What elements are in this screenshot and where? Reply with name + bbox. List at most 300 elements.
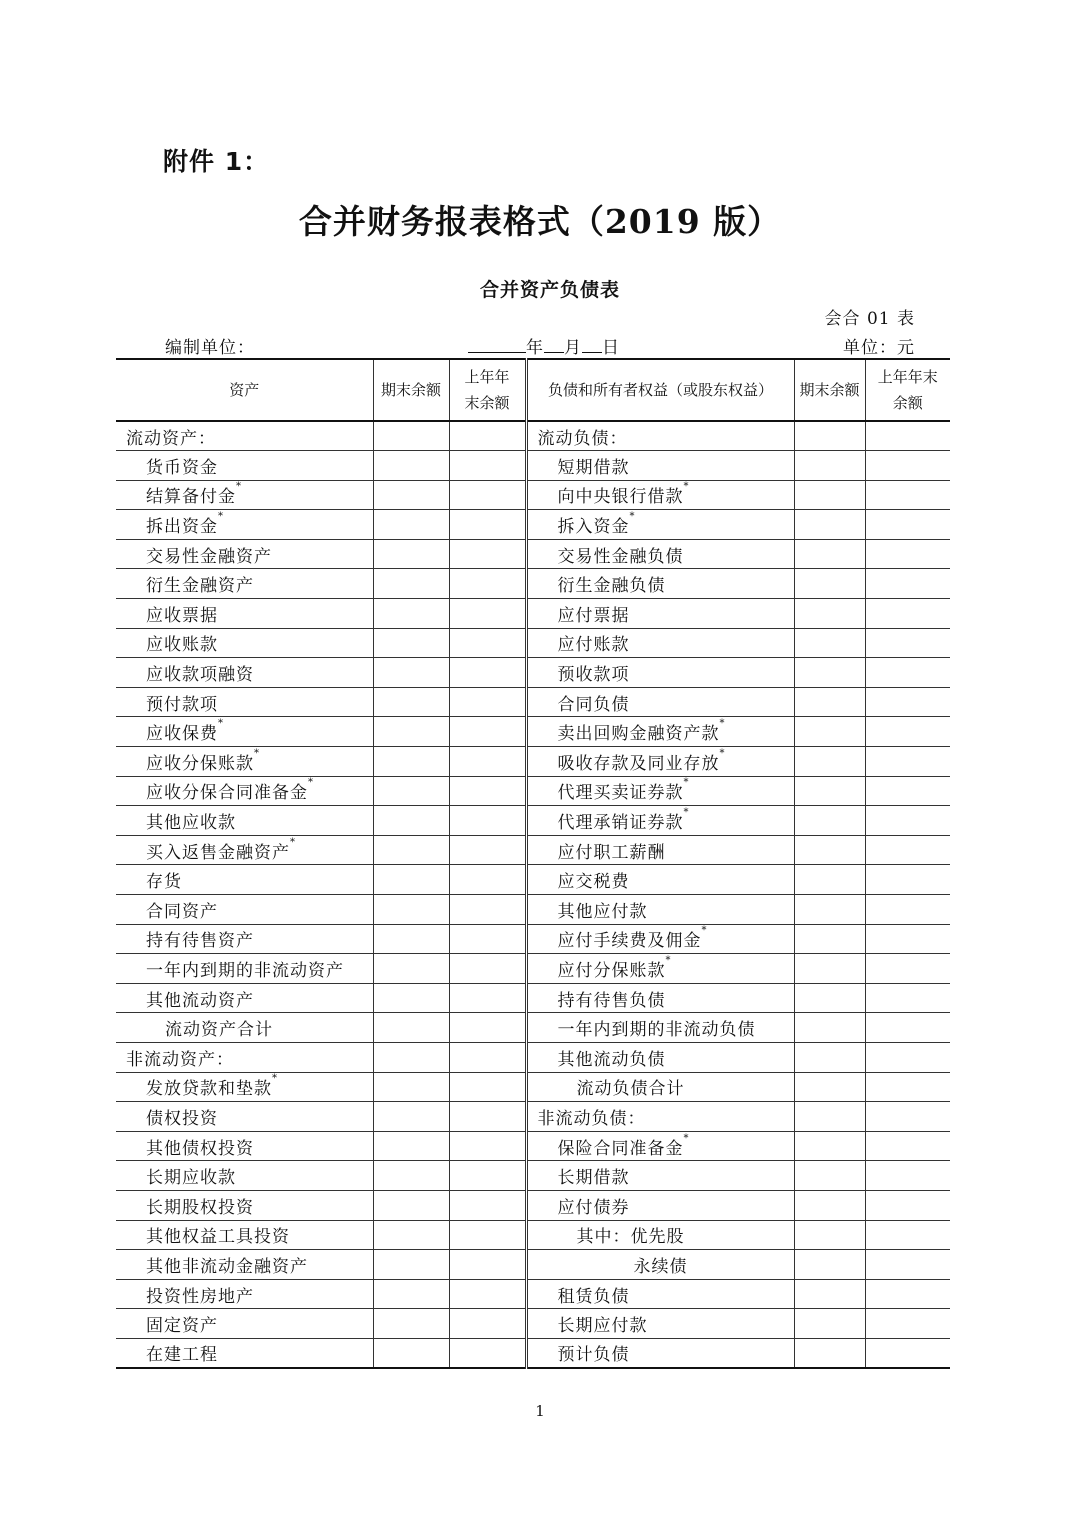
left-item-text: 衍生金融资产 [146, 576, 254, 597]
right-item-footnote-mark: * [719, 718, 726, 730]
liability-prior-year-cell[interactable] [865, 1013, 950, 1043]
liability-period-end-cell[interactable] [794, 1190, 865, 1220]
left-item-footnote-mark: * [308, 777, 314, 789]
asset-prior-year-cell[interactable] [449, 1072, 526, 1102]
right-item-text: 卖出回购金融资产款 [557, 724, 720, 745]
table-row [116, 776, 950, 806]
asset-period-end-cell[interactable] [373, 865, 449, 895]
unit-label: 单位：元 [843, 338, 915, 358]
liability-prior-year-cell[interactable] [865, 1072, 950, 1102]
table-row [116, 1131, 950, 1161]
right-item-label [526, 1309, 794, 1339]
asset-period-end-cell[interactable] [373, 835, 449, 865]
liability-period-end-cell[interactable] [794, 480, 865, 510]
right-item-label [526, 924, 794, 954]
asset-period-end-cell[interactable] [373, 451, 449, 481]
table-row [116, 1220, 950, 1250]
left-item-label [116, 480, 373, 510]
asset-prior-year-cell[interactable] [449, 865, 526, 895]
right-item-label [526, 1131, 794, 1161]
asset-prior-year-cell[interactable] [449, 1220, 526, 1250]
table-row [116, 1250, 950, 1280]
left-item-label [116, 806, 373, 836]
asset-period-end-cell[interactable] [373, 1042, 449, 1072]
asset-prior-year-cell[interactable] [449, 628, 526, 658]
liability-period-end-cell[interactable] [794, 1131, 865, 1161]
liability-prior-year-cell[interactable] [865, 687, 950, 717]
liability-period-end-cell[interactable] [794, 1309, 865, 1339]
liability-period-end-cell[interactable] [794, 1102, 865, 1132]
left-item-label [116, 747, 373, 777]
day-label: 日 [602, 338, 620, 358]
asset-prior-year-cell[interactable] [449, 1338, 526, 1368]
prepared-by-label: 编制单位： [165, 338, 255, 358]
right-item-text: 非流动负债： [537, 1108, 646, 1129]
asset-prior-year-cell[interactable] [449, 1102, 526, 1132]
asset-prior-year-cell[interactable] [449, 569, 526, 599]
liability-prior-year-cell[interactable] [865, 924, 950, 954]
asset-period-end-cell[interactable] [373, 539, 449, 569]
left-item-label [116, 628, 373, 658]
annex-label: 附件 1： [163, 147, 270, 176]
left-item-text: 在建工程 [146, 1345, 218, 1366]
liability-period-end-cell[interactable] [794, 421, 865, 451]
liability-prior-year-cell[interactable] [865, 421, 950, 451]
asset-prior-year-cell[interactable] [449, 1190, 526, 1220]
right-item-text: 应付分保账款 [557, 960, 666, 981]
left-item-label [116, 569, 373, 599]
right-item-text: 持有待售负债 [557, 990, 666, 1011]
left-item-label [116, 895, 373, 925]
table-row [116, 628, 950, 658]
right-item-text: 吸收存款及同业存放 [557, 753, 720, 774]
right-item-text: 交易性金融负债 [557, 546, 684, 567]
table-row [116, 569, 950, 599]
right-item-text: 租赁负债 [557, 1286, 630, 1307]
liability-period-end-cell[interactable] [794, 1220, 865, 1250]
asset-period-end-cell[interactable] [373, 924, 449, 954]
asset-prior-year-cell[interactable] [449, 510, 526, 540]
table-row [116, 451, 950, 481]
asset-period-end-cell[interactable] [373, 658, 449, 688]
left-item-text: 应收款项融资 [146, 665, 254, 686]
page-number: 1 [535, 1402, 545, 1420]
asset-prior-year-cell[interactable] [449, 1250, 526, 1280]
left-item-text: 其他流动资产 [146, 990, 254, 1011]
liability-prior-year-cell[interactable] [865, 539, 950, 569]
asset-prior-year-cell[interactable] [449, 421, 526, 451]
liability-prior-year-cell[interactable] [865, 1250, 950, 1280]
left-item-text: 一年内到期的非流动资产 [146, 960, 344, 981]
right-item-label [526, 599, 794, 629]
liability-period-end-cell[interactable] [794, 569, 865, 599]
right-item-label [526, 717, 794, 747]
liability-period-end-cell[interactable] [794, 658, 865, 688]
asset-period-end-cell[interactable] [373, 983, 449, 1013]
left-item-text: 其他非流动金融资产 [146, 1256, 308, 1277]
liability-period-end-cell[interactable] [794, 895, 865, 925]
asset-period-end-cell[interactable] [373, 1161, 449, 1191]
asset-prior-year-cell[interactable] [449, 539, 526, 569]
header-period-end-balance: 期末余额 [373, 359, 449, 421]
liability-prior-year-cell[interactable] [865, 1161, 950, 1191]
right-item-text: 其他应付款 [557, 901, 648, 922]
asset-period-end-cell[interactable] [373, 1190, 449, 1220]
left-item-footnote-mark: * [254, 747, 260, 759]
asset-prior-year-cell[interactable] [449, 1013, 526, 1043]
liability-period-end-cell[interactable] [794, 924, 865, 954]
right-item-label [526, 658, 794, 688]
table-row [116, 1013, 950, 1043]
right-item-label [526, 1042, 794, 1072]
left-item-text: 应收分保账款 [146, 753, 254, 774]
table-row [116, 1309, 950, 1339]
asset-prior-year-cell[interactable] [449, 924, 526, 954]
asset-prior-year-cell[interactable] [449, 835, 526, 865]
liability-period-end-cell[interactable] [794, 865, 865, 895]
right-item-label [526, 835, 794, 865]
liability-prior-year-cell[interactable] [865, 895, 950, 925]
left-item-label [116, 1131, 373, 1161]
asset-period-end-cell[interactable] [373, 1102, 449, 1132]
asset-prior-year-cell[interactable] [449, 658, 526, 688]
right-item-label [526, 1161, 794, 1191]
left-item-label [116, 717, 373, 747]
asset-prior-year-cell[interactable] [449, 451, 526, 481]
left-item-text: 存货 [146, 872, 182, 893]
right-item-label [526, 1013, 794, 1043]
left-item-text: 流动资产合计 [165, 1020, 273, 1041]
left-item-text: 拆出资金 [146, 517, 218, 538]
table-row [116, 480, 950, 510]
liability-period-end-cell[interactable] [794, 1279, 865, 1309]
right-item-footnote-mark: * [701, 925, 708, 937]
liability-prior-year-cell[interactable] [865, 658, 950, 688]
asset-period-end-cell[interactable] [373, 776, 449, 806]
left-item-text: 应收账款 [146, 635, 218, 656]
table-row [116, 421, 950, 451]
asset-prior-year-cell[interactable] [449, 747, 526, 777]
asset-prior-year-cell[interactable] [449, 1309, 526, 1339]
right-item-label [526, 687, 794, 717]
left-item-label [116, 687, 373, 717]
liability-period-end-cell[interactable] [794, 1338, 865, 1368]
right-item-label [526, 983, 794, 1013]
left-item-label [116, 776, 373, 806]
liability-period-end-cell[interactable] [794, 1250, 865, 1280]
asset-period-end-cell[interactable] [373, 1131, 449, 1161]
left-item-label [116, 1250, 373, 1280]
liability-prior-year-cell[interactable] [865, 451, 950, 481]
table-row [116, 658, 950, 688]
balance-sheet-table [116, 358, 950, 1369]
liability-period-end-cell[interactable] [794, 747, 865, 777]
liability-prior-year-cell[interactable] [865, 569, 950, 599]
table-title: 合并资产负债表 [479, 279, 620, 301]
left-item-label [116, 599, 373, 629]
liability-prior-year-cell[interactable] [865, 628, 950, 658]
asset-period-end-cell[interactable] [373, 954, 449, 984]
asset-period-end-cell[interactable] [373, 1279, 449, 1309]
right-item-text: 应付职工薪酬 [557, 842, 666, 863]
table-row [116, 1102, 950, 1132]
right-item-label [526, 776, 794, 806]
right-item-label [526, 539, 794, 569]
left-item-text: 债权投资 [146, 1108, 218, 1129]
left-item-label [116, 1042, 373, 1072]
asset-period-end-cell[interactable] [373, 806, 449, 836]
asset-prior-year-cell[interactable] [449, 895, 526, 925]
right-item-label [526, 1338, 794, 1368]
liability-prior-year-cell[interactable] [865, 747, 950, 777]
left-item-text: 预付款项 [146, 694, 218, 715]
left-item-text: 其他权益工具投资 [146, 1227, 290, 1248]
left-item-footnote-mark: * [272, 1073, 278, 1085]
liability-period-end-cell[interactable] [794, 1042, 865, 1072]
asset-prior-year-cell[interactable] [449, 776, 526, 806]
table-row [116, 1279, 950, 1309]
left-item-text: 流动资产： [126, 428, 216, 449]
right-item-text: 长期借款 [557, 1168, 630, 1189]
table-row [116, 687, 950, 717]
asset-prior-year-cell[interactable] [449, 1131, 526, 1161]
liability-period-end-cell[interactable] [794, 1013, 865, 1043]
table-row [116, 1161, 950, 1191]
left-item-text: 长期股权投资 [146, 1197, 254, 1218]
liability-prior-year-cell[interactable] [865, 1190, 950, 1220]
right-item-text: 长期应付款 [557, 1316, 648, 1337]
liability-prior-year-cell[interactable] [865, 1102, 950, 1132]
right-item-label [526, 421, 794, 451]
table-row [116, 1338, 950, 1368]
left-item-label [116, 451, 373, 481]
left-item-text: 持有待售资产 [146, 931, 254, 952]
liability-prior-year-cell[interactable] [865, 1220, 950, 1250]
liability-prior-year-cell[interactable] [865, 1131, 950, 1161]
liability-prior-year-cell[interactable] [865, 480, 950, 510]
right-item-text: 衍生金融负债 [557, 576, 666, 597]
liability-prior-year-cell[interactable] [865, 1309, 950, 1339]
right-item-label [526, 510, 794, 540]
right-item-text: 代理买卖证券款 [557, 783, 684, 804]
asset-period-end-cell[interactable] [373, 895, 449, 925]
header-liabilities-equity: 负债和所有者权益（或股东权益） [526, 359, 794, 421]
liability-prior-year-cell[interactable] [865, 717, 950, 747]
table-row [116, 510, 950, 540]
asset-period-end-cell[interactable] [373, 747, 449, 777]
right-item-label [526, 865, 794, 895]
table-row [116, 747, 950, 777]
header-prior-year-end-balance-2: 上年年末余额 [865, 359, 950, 421]
left-item-text: 其他应收款 [146, 813, 236, 834]
left-item-label [116, 835, 373, 865]
asset-period-end-cell[interactable] [373, 1072, 449, 1102]
asset-period-end-cell[interactable] [373, 569, 449, 599]
table-row [116, 983, 950, 1013]
left-item-text: 货币资金 [146, 457, 218, 478]
right-item-text: 流动负债： [537, 428, 628, 449]
liability-prior-year-cell[interactable] [865, 865, 950, 895]
header-period-end-balance-2: 期末余额 [794, 359, 865, 421]
liability-prior-year-cell[interactable] [865, 1279, 950, 1309]
asset-period-end-cell[interactable] [373, 1338, 449, 1368]
left-item-label [116, 1161, 373, 1191]
liability-period-end-cell[interactable] [794, 954, 865, 984]
left-item-text: 投资性房地产 [146, 1286, 254, 1307]
right-item-label [526, 480, 794, 510]
asset-period-end-cell[interactable] [373, 480, 449, 510]
liability-prior-year-cell[interactable] [865, 1338, 950, 1368]
liability-period-end-cell[interactable] [794, 717, 865, 747]
left-item-footnote-mark: * [236, 481, 242, 493]
right-item-text: 流动负债合计 [576, 1079, 685, 1100]
liability-prior-year-cell[interactable] [865, 776, 950, 806]
table-row [116, 1042, 950, 1072]
right-item-text: 预计负债 [557, 1345, 630, 1366]
left-item-label [116, 1338, 373, 1368]
right-item-text: 保险合同准备金 [557, 1138, 684, 1159]
asset-period-end-cell[interactable] [373, 628, 449, 658]
left-item-label [116, 1220, 373, 1250]
table-row [116, 895, 950, 925]
liability-period-end-cell[interactable] [794, 1072, 865, 1102]
left-item-text: 合同资产 [146, 901, 218, 922]
right-item-label [526, 569, 794, 599]
table-row [116, 539, 950, 569]
liability-prior-year-cell[interactable] [865, 983, 950, 1013]
form-number: 会合 01 表 [824, 309, 915, 329]
asset-period-end-cell[interactable] [373, 599, 449, 629]
header-assets: 资产 [116, 359, 373, 421]
table-row [116, 954, 950, 984]
liability-period-end-cell[interactable] [794, 776, 865, 806]
asset-period-end-cell[interactable] [373, 421, 449, 451]
left-item-text: 应收保费 [146, 724, 218, 745]
header-prior-year-end-balance: 上年年末余额 [449, 359, 526, 421]
month-label: 月 [564, 338, 582, 358]
asset-period-end-cell[interactable] [373, 1250, 449, 1280]
liability-prior-year-cell[interactable] [865, 1042, 950, 1072]
left-item-text: 交易性金融资产 [146, 546, 272, 567]
liability-prior-year-cell[interactable] [865, 599, 950, 629]
right-item-footnote-mark: * [683, 481, 690, 493]
asset-period-end-cell[interactable] [373, 717, 449, 747]
left-item-label [116, 421, 373, 451]
liability-period-end-cell[interactable] [794, 806, 865, 836]
asset-prior-year-cell[interactable] [449, 954, 526, 984]
left-item-label [116, 983, 373, 1013]
liability-prior-year-cell[interactable] [865, 835, 950, 865]
table-row [116, 599, 950, 629]
table-row [116, 835, 950, 865]
right-item-text: 应付票据 [557, 605, 630, 626]
left-item-text: 固定资产 [146, 1316, 218, 1337]
table-row [116, 806, 950, 836]
right-item-label [526, 895, 794, 925]
right-item-label [526, 1279, 794, 1309]
table-row [116, 924, 950, 954]
right-item-footnote-mark: * [683, 777, 690, 789]
asset-period-end-cell[interactable] [373, 1309, 449, 1339]
asset-prior-year-cell[interactable] [449, 1161, 526, 1191]
liability-period-end-cell[interactable] [794, 628, 865, 658]
right-item-text: 代理承销证券款 [557, 813, 684, 834]
left-item-label [116, 1190, 373, 1220]
asset-prior-year-cell[interactable] [449, 599, 526, 629]
right-item-footnote-mark: * [665, 954, 672, 966]
right-item-label [526, 1102, 794, 1132]
left-item-text: 买入返售金融资产 [146, 842, 290, 863]
asset-period-end-cell[interactable] [373, 1220, 449, 1250]
right-item-text: 预收款项 [557, 665, 630, 686]
right-item-text: 应付手续费及佣金 [557, 931, 702, 952]
left-item-label [116, 954, 373, 984]
document-title: 合并财务报表格式（2019 版） [298, 202, 782, 241]
right-item-text: 永续债 [633, 1256, 688, 1277]
asset-prior-year-cell[interactable] [449, 1042, 526, 1072]
left-item-text: 应收票据 [146, 605, 218, 626]
left-item-text: 其他债权投资 [146, 1138, 254, 1159]
liability-period-end-cell[interactable] [794, 599, 865, 629]
liability-period-end-cell[interactable] [794, 451, 865, 481]
right-item-text: 短期借款 [557, 457, 630, 478]
left-item-footnote-mark: * [290, 836, 296, 848]
liability-period-end-cell[interactable] [794, 835, 865, 865]
table-header-row [116, 359, 950, 421]
right-item-text: 拆入资金 [557, 517, 630, 538]
liability-prior-year-cell[interactable] [865, 806, 950, 836]
table-row [116, 865, 950, 895]
left-item-label [116, 658, 373, 688]
asset-prior-year-cell[interactable] [449, 717, 526, 747]
left-item-label [116, 1279, 373, 1309]
right-item-label [526, 1190, 794, 1220]
liability-period-end-cell[interactable] [794, 1161, 865, 1191]
left-item-footnote-mark: * [218, 718, 224, 730]
asset-prior-year-cell[interactable] [449, 983, 526, 1013]
left-item-label [116, 510, 373, 540]
right-item-text: 一年内到期的非流动负债 [557, 1020, 756, 1041]
right-item-text: 应付账款 [557, 635, 630, 656]
asset-prior-year-cell[interactable] [449, 480, 526, 510]
liability-prior-year-cell[interactable] [865, 510, 950, 540]
right-item-footnote-mark: * [683, 807, 690, 819]
right-item-label [526, 1072, 794, 1102]
right-item-label [526, 628, 794, 658]
asset-prior-year-cell[interactable] [449, 806, 526, 836]
left-item-footnote-mark: * [218, 511, 224, 523]
right-item-label [526, 1250, 794, 1280]
right-item-label [526, 451, 794, 481]
asset-period-end-cell[interactable] [373, 510, 449, 540]
liability-period-end-cell[interactable] [794, 687, 865, 717]
year-label: 年 [526, 338, 544, 358]
liability-period-end-cell[interactable] [794, 510, 865, 540]
liability-prior-year-cell[interactable] [865, 954, 950, 984]
table-row [116, 1072, 950, 1102]
asset-period-end-cell[interactable] [373, 1013, 449, 1043]
asset-period-end-cell[interactable] [373, 687, 449, 717]
asset-prior-year-cell[interactable] [449, 1279, 526, 1309]
asset-prior-year-cell[interactable] [449, 687, 526, 717]
month-blank [544, 334, 564, 353]
left-item-text: 发放贷款和垫款 [146, 1079, 272, 1100]
left-item-text: 应收分保合同准备金 [146, 783, 308, 804]
liability-period-end-cell[interactable] [794, 983, 865, 1013]
right-item-label [526, 1220, 794, 1250]
liability-period-end-cell[interactable] [794, 539, 865, 569]
table-row [116, 1190, 950, 1220]
